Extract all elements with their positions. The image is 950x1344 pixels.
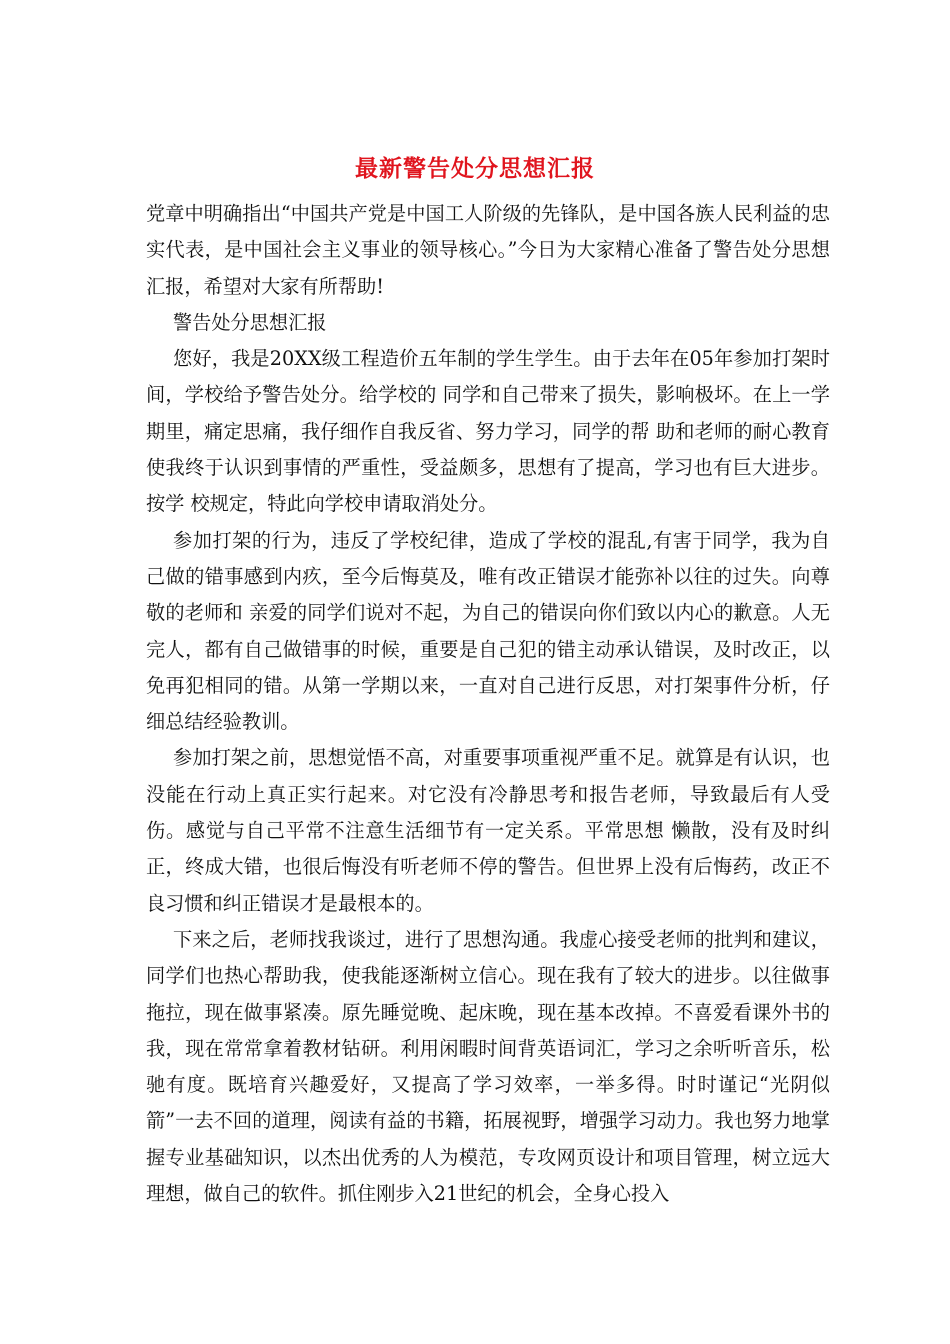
section-heading: 警告处分思想汇报	[173, 310, 327, 334]
document-body	[146, 196, 830, 1212]
intro-paragraph: 党章中明确指出“中国共产党是中国工人阶级的先锋队，是中国各族人民利益的忠实代表，是中国社会主义事业的领导核心。”今日为大家精心准备了警告处分思想汇报，希望对大家有所帮助!	[146, 202, 830, 298]
body-paragraph-3: 参加打架之前，思想觉悟不高，对重要事项重视严重不足。就算是有认识，也没能在行动上真正实行起来。对它没有冷静思考和报告老师，导致最后有人受伤。感觉与自己平常不注意生活细节有一定关系。平常思想 懒散，没有及时纠正，终成大错，也很后悔没有听老师不停的警告。但世界上没有后悔药，改正不良习惯和纠正错误才是最根本的。	[146, 746, 830, 915]
body-paragraph-2: 参加打架的行为，违反了学校纪律，造成了学校的混乱,有害于同学，我为自己做的错事感到内疚，至今后悔莫及，唯有改正错误才能弥补以往的过失。向尊敬的老师和 亲爱的同学们说对不起，为自己的错误向你们致以内心的歉意。人无完人，都有自己做错事的时候，重要是自己犯的错主动承认错误，及时改正，以免再犯相同的错。从第一学期以来，一直对自己进行反思，对打架事件分析，仔细总结经验教训。	[146, 528, 830, 734]
body-paragraph-1: 您好，我是20XX级工程造价五年制的学生学生。由于去年在05年参加打架时间，学校给予警告处分。给学校的 同学和自己带来了损失，影响极坏。在上一学期里，痛定思痛，我仔细作自我反省、努力学习，同学的帮 助和老师的耐心教育使我终于认识到事情的严重性，受益颇多，思想有了提高，学习也有巨大进步。按学 校规定，特此向学校申请取消处分。	[146, 347, 830, 516]
document-title: 最新警告处分思想汇报	[355, 155, 595, 182]
body-paragraph-4: 下来之后，老师找我谈过，进行了思想沟通。我虚心接受老师的批判和建议，同学们也热心帮助我，使我能逐渐树立信心。现在我有了较大的进步。以往做事拖拉，现在做事紧凑。原先睡觉晚、起床晚，现在基本改掉。不喜爱看课外书的我，现在常常拿着教材钻研。利用闲暇时间背英语词汇，学习之余听听音乐，松驰有度。既培育兴趣爱好，又提高了学习效率，一举多得。时时谨记“光阴似箭”一去不回的道理，阅读有益的书籍，拓展视野，增强学习动力。我也努力地掌握专业基础知识，以杰出优秀的人为模范，专攻网页设计和项目管理，树立远大理想，做自己的软件。抓住刚步入21世纪的机会，全身心投入	[146, 927, 830, 1206]
